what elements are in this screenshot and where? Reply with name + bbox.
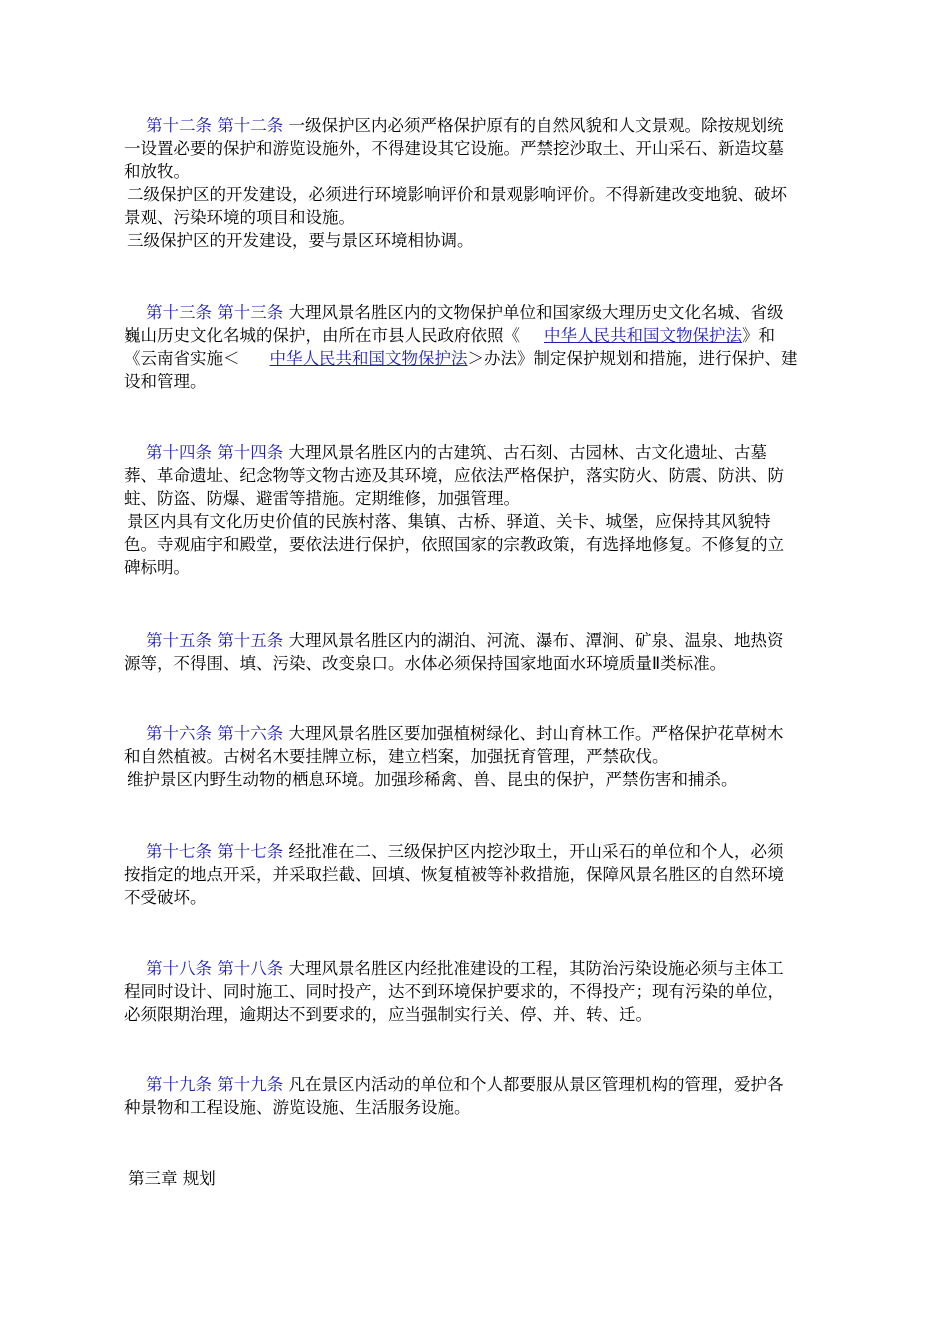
article-line: 种景物和工程设施、游览设施、生活服务设施。 xyxy=(124,1098,471,1117)
article-line: 程同时设计、同时施工、同时投产，达不到环境保护要求的，不得投产；现有污染的单位， xyxy=(124,982,784,1001)
sub-paragraph-line: 景区内具有文化历史价值的民族村落、集镇、古桥、驿道、关卡、城堡，应保持其风貌特 xyxy=(127,512,771,531)
article-18 xyxy=(124,957,832,1026)
article-number: 第十三条 xyxy=(146,303,212,322)
article-text: 经批准在二、三级保护区内挖沙取土，开山采石的单位和个人，必须 xyxy=(288,842,784,861)
article-number: 第十六条 xyxy=(146,724,212,743)
article-line: 源等，不得围、填、污染、改变泉口。水体必须保持国家地面水环境质量Ⅱ类标准。 xyxy=(124,654,727,673)
article-number-repeat: 第十四条 xyxy=(217,443,284,462)
article-text: 巍山历史文化名城的保护，由所在市县人民政府依照《 xyxy=(124,326,520,345)
article-text: 》和 xyxy=(742,326,775,345)
article-line: 和放牧。 xyxy=(124,162,190,181)
article-number: 第十二条 xyxy=(146,116,212,135)
article-text: 凡在景区内活动的单位和个人都要服从景区管理机构的管理，爱护各 xyxy=(288,1075,784,1094)
sub-paragraph-line: 景观、污染环境的项目和设施。 xyxy=(124,208,355,227)
article-text: 大理风景名胜区内经批准建设的工程，其防治污染设施必须与主体工 xyxy=(288,959,784,978)
article-number-repeat: 第十八条 xyxy=(217,959,284,978)
article-16 xyxy=(124,722,832,791)
article-line xyxy=(124,1073,832,1096)
article-line xyxy=(124,957,832,980)
article-line: 设和管理。 xyxy=(124,372,207,391)
article-number-repeat: 第十六条 xyxy=(217,724,284,743)
article-number-repeat: 第十三条 xyxy=(217,303,284,322)
article-number: 第十八条 xyxy=(146,959,212,978)
article-number: 第十九条 xyxy=(146,1075,212,1094)
article-line: 一设置必要的保护和游览设施外，不得建设其它设施。严禁挖沙取土、开山采石、新造坟墓 xyxy=(124,139,784,158)
article-line xyxy=(124,324,832,347)
article-text: 大理风景名胜区内的古建筑、古石刻、古园林、古文化遗址、古墓 xyxy=(288,443,767,462)
article-14 xyxy=(124,441,832,579)
article-line: 蛀、防盗、防爆、避雷等措施。定期维修，加强管理。 xyxy=(124,489,520,508)
article-line: 葬、革命遗址、纪念物等文物古迹及其环境，应依法严格保护，落实防火、防震、防洪、防 xyxy=(124,466,784,485)
article-number: 第十七条 xyxy=(146,842,212,861)
law-link-cultural-relics-2[interactable]: 中华人民共和国文物保护法 xyxy=(269,349,468,368)
article-line xyxy=(124,722,832,745)
article-text: 大理风景名胜区内的湖泊、河流、瀑布、潭涧、矿泉、温泉、地热资 xyxy=(288,631,784,650)
article-line xyxy=(124,347,832,370)
sub-paragraph-line: 二级保护区的开发建设，必须进行环境影响评价和景观影响评价。不得新建改变地貌、破坏 xyxy=(127,185,787,204)
sub-paragraph-line: 色。寺观庙宇和殿堂，要依法进行保护，依照国家的宗教政策，有选择地修复。不修复的立 xyxy=(124,535,784,554)
article-text: 一级保护区内必须严格保护原有的自然风貌和人文景观。除按规划统 xyxy=(288,116,784,135)
law-link-cultural-relics[interactable]: 中华人民共和国文物保护法 xyxy=(544,326,742,345)
article-line xyxy=(124,114,832,137)
article-12 xyxy=(124,114,832,252)
article-text: 《云南省实施＜ xyxy=(124,349,240,368)
article-number-repeat: 第十九条 xyxy=(217,1075,284,1094)
article-number-repeat: 第十七条 xyxy=(217,842,284,861)
article-19 xyxy=(124,1073,832,1119)
sub-paragraph-line: 碑标明。 xyxy=(124,558,190,577)
sub-paragraph-line: 三级保护区的开发建设，要与景区环境相协调。 xyxy=(127,231,474,250)
article-number: 第十五条 xyxy=(146,631,212,650)
chapter-heading: 第三章 规划 xyxy=(128,1169,216,1188)
article-number: 第十四条 xyxy=(146,443,212,462)
article-line: 和自然植被。古树名木要挂牌立标，建立档案，加强抚育管理，严禁砍伐。 xyxy=(124,747,669,766)
article-line: 必须限期治理，逾期达不到要求的，应当强制实行关、停、并、转、迁。 xyxy=(124,1005,652,1024)
article-line xyxy=(124,840,832,863)
article-line: 按指定的地点开采，并采取拦截、回填、恢复植被等补救措施，保障风景名胜区的自然环境 xyxy=(124,865,784,884)
article-line: 不受破坏。 xyxy=(124,888,207,907)
article-text: 大理风景名胜区内的文物保护单位和国家级大理历史文化名城、省级 xyxy=(288,303,784,322)
article-line xyxy=(124,301,832,324)
article-text: 大理风景名胜区要加强植树绿化、封山育林工作。严格保护花草树木 xyxy=(288,724,784,743)
article-text: ＞办法》制定保护规划和措施，进行保护、建 xyxy=(467,349,798,368)
article-line xyxy=(124,441,832,464)
sub-paragraph-line: 维护景区内野生动物的栖息环境。加强珍稀禽、兽、昆虫的保护，严禁伤害和捕杀。 xyxy=(127,770,738,789)
article-13 xyxy=(124,301,832,393)
article-line xyxy=(124,629,832,652)
article-15 xyxy=(124,629,832,675)
article-17 xyxy=(124,840,832,909)
article-number-repeat: 第十五条 xyxy=(217,631,284,650)
article-number-repeat: 第十二条 xyxy=(217,116,284,135)
